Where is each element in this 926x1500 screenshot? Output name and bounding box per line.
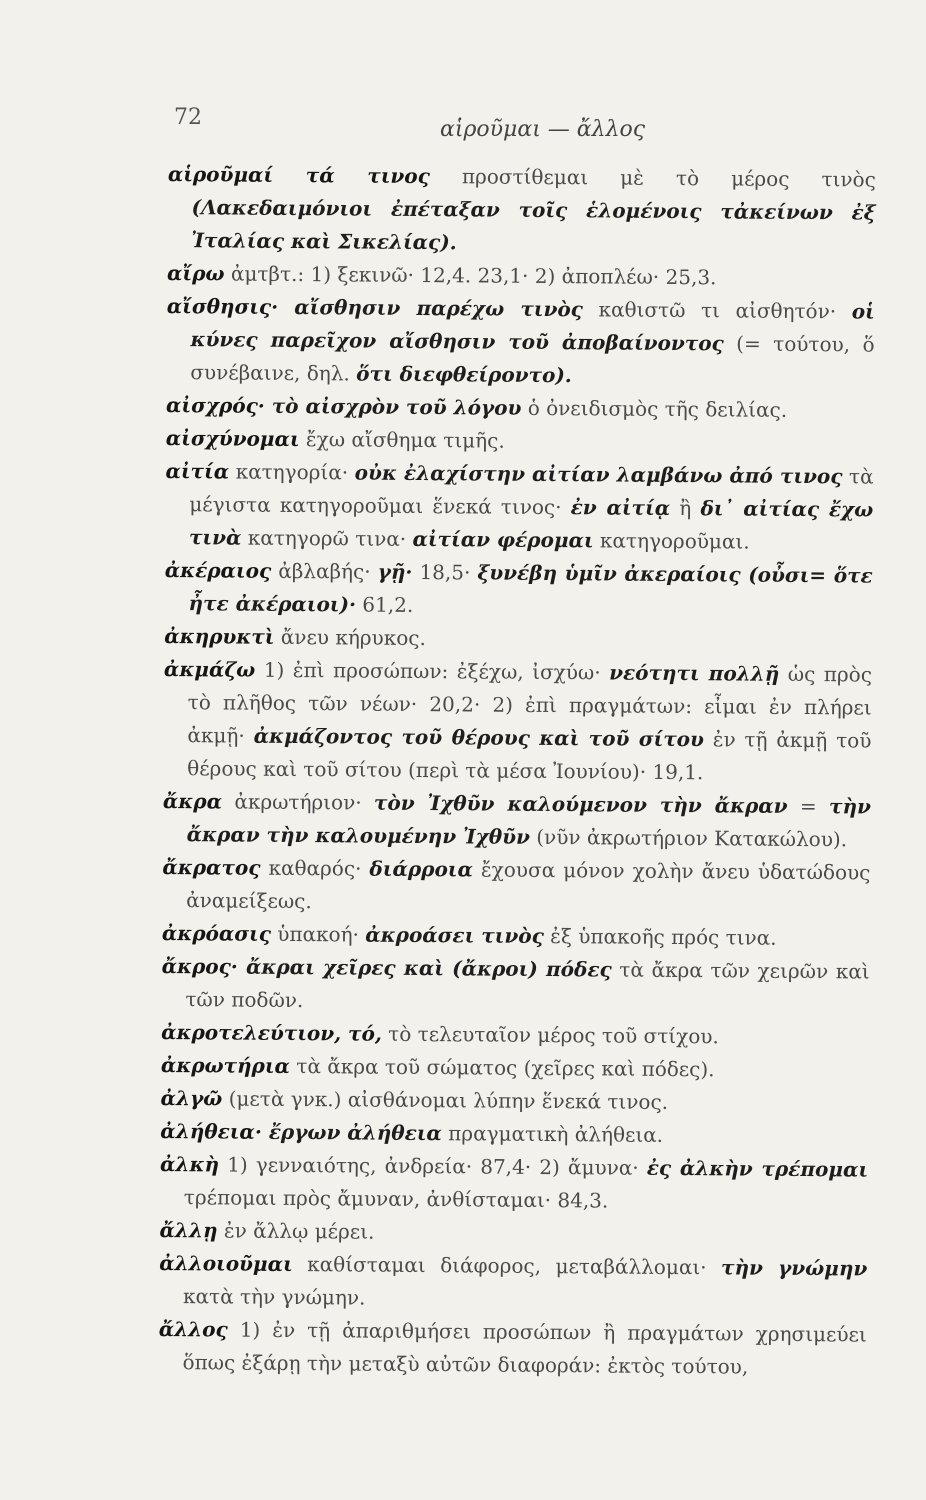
entry-text: κατὰ τὴν γνώμην. <box>182 1284 366 1310</box>
entry-text: προστίθεμαι μὲ τὸ μέρος τινὸς <box>429 164 876 192</box>
dictionary-entry <box>166 422 874 461</box>
dictionary-entry <box>161 950 869 1022</box>
entry-headword: ἄκρατος <box>162 854 261 880</box>
dictionary-entry <box>161 1016 869 1055</box>
entry-phrase: οὐκ ἐλαχίστην αἰτίαν λαμβάνω ἀπό τινος <box>354 460 843 489</box>
entry-phrase: ἐς ἀλκὴν τρέπομαι <box>646 1155 869 1182</box>
dictionary-entry <box>162 917 870 956</box>
entry-text: 61,2. <box>355 592 414 617</box>
entry-headword: ἀλλοιοῦμαι <box>159 1250 293 1277</box>
entry-text: ἢ <box>670 495 701 521</box>
entry-phrase: τὴν ἄκραν τὴν καλουμένην Ἰχθῦν <box>186 794 872 849</box>
entry-headword: αἰσχύνομαι <box>165 425 300 452</box>
entry-text: πραγματικὴ ἀλήθεια. <box>441 1121 664 1147</box>
entry-phrase: τὸν Ἰχθῦν καλούμενον τὴν ἄκραν <box>373 790 788 818</box>
page-number: 72 <box>174 105 202 130</box>
entry-phrase: τὴν γνώμην <box>721 1255 868 1281</box>
dictionary-entry <box>161 1049 869 1088</box>
entry-headword: ἀκέραιος <box>164 557 272 583</box>
dictionary-entry <box>160 1082 868 1121</box>
entry-headword: αἱροῦμαί τά τινος <box>167 161 430 189</box>
dictionary-entry <box>163 653 872 791</box>
entry-headword: ἀλγῶ <box>160 1085 223 1111</box>
entry-headword: αἴσθησις· <box>166 293 279 319</box>
entry-text: (= τούτου, ὅ συνέβαινε, δηλ. <box>190 331 875 386</box>
entry-text: 18,5· <box>412 559 478 585</box>
entry-headword: ἀκρωτήρια <box>160 1052 291 1078</box>
entry-text: τὸ τελευταῖον μέρος τοῦ στίχου. <box>381 1021 719 1049</box>
entry-headword: ἄλλῃ <box>159 1217 218 1243</box>
dictionary-entry <box>164 554 872 626</box>
entry-headword: αἰτία <box>165 458 230 484</box>
entry-text: ἀβλαβής· <box>271 558 378 584</box>
entry-text: ἔχουσα μόνον χολὴν ἄνευ ὑδατώδους ἀναμείξεως. <box>186 857 871 914</box>
entry-headword: ἄκρος· <box>161 953 238 979</box>
entry-text: 1) ἐπὶ προσώπων: ἐξέχω, ἰσχύω· <box>255 657 610 685</box>
entry-text: ὡς πρὸς τὸ πλῆθος τῶν νέων· 20,2· 2) ἐπὶ πραγμάτων: εἶμαι ἐν πλήρει ἀκμῇ· <box>187 661 873 748</box>
entry-text: ἄνευ κήρυκος. <box>274 624 426 651</box>
entry-phrase: τὸ αἰσχρὸν τοῦ λόγου <box>264 393 522 420</box>
entry-text: κατηγορία· <box>229 459 355 485</box>
entry-headword: ἄλλος <box>158 1316 228 1342</box>
entry-text: ὁ ὀνειδισμὸς τῆς δειλίας. <box>521 395 788 422</box>
entry-phrase: ἄκραι χεῖρες καὶ (ἄκροι) πόδες <box>237 954 612 982</box>
entry-text: (μετὰ γνκ.) αἰσθάνομαι λύπην ἕνεκά τινος. <box>222 1086 669 1114</box>
entry-phrase: διάρροια <box>369 856 474 882</box>
entry-headword: ἄκρα <box>162 788 223 814</box>
entry-text: 1) γενναιότης, ἀνδρεία· 87,4· 2) ἄμυνα· <box>218 1152 647 1180</box>
entry-list <box>158 158 876 1385</box>
entry-text: (νῦν ἀκρωτήριον Κατακώλου). <box>529 824 848 852</box>
entry-text: καθαρός· <box>260 855 370 881</box>
entry-headword: ἀλήθεια· <box>160 1118 262 1144</box>
dictionary-entry <box>166 389 874 428</box>
page-header <box>0 105 926 145</box>
dictionary-entry <box>160 1148 868 1220</box>
entry-phrase: (Λακεδαιμόνιοι ἐπέταξαν τοῖς ἑλομένοις τἀκείνων ἐξ Ἰταλίας καὶ Σικελίας). <box>191 195 876 255</box>
entry-headword: ἀλκὴ <box>160 1151 220 1177</box>
entry-headword: ἀκηρυκτὶ <box>164 623 275 649</box>
entry-text: καθιστῶ τι αἰσθητόν· <box>582 297 852 324</box>
entry-phrase: οἱ κύνες παρεῖχον αἴσθησιν τοῦ ἀποβαίνοντος <box>190 299 875 356</box>
entry-text: ὑπακοή· <box>270 921 366 947</box>
entry-phrase: αἴσθησιν παρέχω τινὸς <box>278 294 584 322</box>
entry-text: τὰ μέγιστα κατηγοροῦμαι ἕνεκά τινος· <box>189 464 874 520</box>
entry-phrase: ἔργων ἀλήθεια <box>261 1119 442 1146</box>
entry-text: καθίσταμαι διάφορος, μεταβάλλομαι· <box>292 1252 722 1280</box>
entry-text: τὰ ἄκρα τοῦ σώματος (χεῖρες καὶ πόδες). <box>289 1053 715 1082</box>
entry-phrase: ἀκροάσει τινὸς <box>365 922 544 948</box>
entry-phrase: ἀκμάζοντος τοῦ θέρους καὶ τοῦ σίτου <box>253 723 705 752</box>
entry-text: ἀκρωτήριον· <box>221 789 375 815</box>
entry-headword: αἰσχρός· <box>165 392 265 418</box>
entry-headword: ἀκροτελεύτιον, τό, <box>161 1019 382 1046</box>
entry-phrase: νεότητι πολλῇ <box>609 660 780 686</box>
entry-text: κατηγορῶ τινα· <box>241 525 413 551</box>
dictionary-entry <box>160 1115 868 1154</box>
entry-headword: ἀκμάζω <box>163 656 256 682</box>
dictionary-entry <box>167 158 876 263</box>
entry-phrase: ὅτι διεφθείροντο). <box>356 361 572 388</box>
entry-phrase: δι᾽ αἰτίας ἔχω τινὰ <box>188 496 874 550</box>
entry-phrase: αἰτίαν φέρομαι <box>412 526 594 553</box>
dictionary-entry <box>159 1247 867 1319</box>
running-head: αἱροῦμαι — ἄλλος <box>440 117 646 142</box>
dictionary-entry <box>158 1313 866 1385</box>
dictionary-entry <box>162 851 870 923</box>
entry-phrase: ἐν αἰτίᾳ <box>570 495 671 520</box>
dictionary-entry <box>159 1214 867 1253</box>
dictionary-entry <box>164 620 872 659</box>
entry-text: ἀμτβτ.: 1) ξεκινῶ· 12,4. 23,1· 2) ἀποπλέω· 25,3. <box>224 261 717 290</box>
entry-headword: ἀκρόασις <box>161 920 272 946</box>
entry-text: ἐν τῇ ἀκμῇ τοῦ θέρους καὶ τοῦ σίτου (περὶ τὰ μέσα Ἰουνίου)· 19,1. <box>187 727 872 785</box>
entry-text: = <box>787 793 830 819</box>
entry-text: τρέπομαι πρὸς ἄμυναν, ἀνθίσταμαι· 84,3. <box>183 1185 609 1213</box>
entry-text: 1) ἐν τῇ ἀπαριθμήσει προσώπων ἢ πραγμάτων χρησιμεύει ὅπως ἐξάρῃ τὴν μεταξὺ αὐτῶν διαφοράν: ἐκτὸς τούτου, <box>182 1317 867 1379</box>
entry-text: ἔχω αἴσθημα τιμῆς. <box>299 427 505 453</box>
entry-phrase: γῇ· <box>377 559 413 584</box>
entry-text: ἐν ἄλλῳ μέρει. <box>217 1218 375 1244</box>
dictionary-entry <box>165 455 874 560</box>
entry-text: κατηγοροῦμαι. <box>593 528 750 554</box>
dictionary-entry <box>166 290 875 395</box>
dictionary-entry <box>167 257 875 296</box>
entry-text: ἐξ ὑπακοῆς πρός τινα. <box>543 923 777 950</box>
entry-headword: αἴρω <box>167 260 225 286</box>
entry-phrase: ξυνέβη ὑμῖν ἀκεραίοις (οὖσι= ὅτε ἦτε ἀκέραιοι)· <box>188 560 873 617</box>
dictionary-entry <box>163 785 871 857</box>
entry-text: τὰ ἄκρα τῶν χειρῶν καὶ τῶν ποδῶν. <box>185 957 870 1013</box>
